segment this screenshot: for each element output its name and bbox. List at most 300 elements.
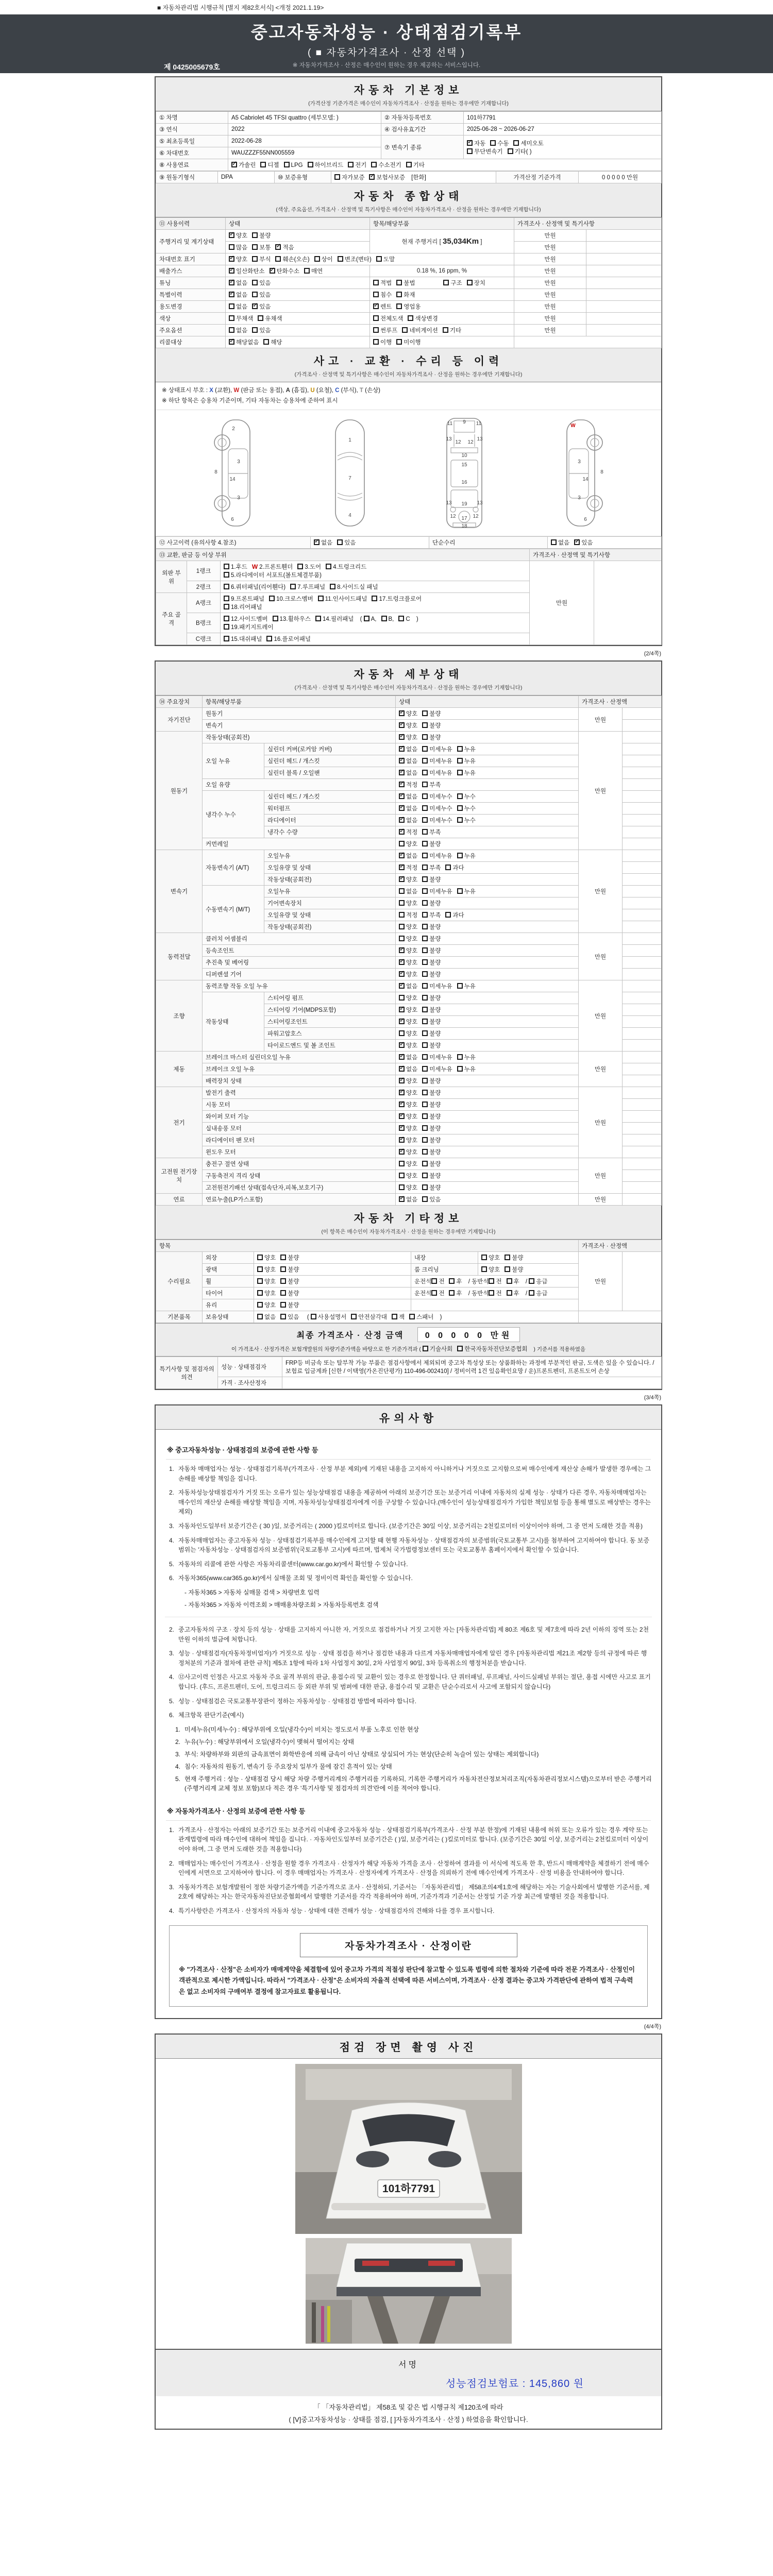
checkbox-사용설명서[interactable]	[311, 1314, 316, 1319]
checkbox-응급[interactable]	[529, 1290, 534, 1296]
checkbox-불량[interactable]	[280, 1290, 286, 1296]
checkbox-양호[interactable]	[399, 971, 405, 977]
checkbox-불량[interactable]	[505, 1255, 510, 1260]
checkbox-양호[interactable]	[399, 1149, 405, 1155]
checkbox-이행[interactable]	[373, 339, 379, 345]
checkbox-양호[interactable]	[399, 1042, 405, 1048]
checkbox-후[interactable]	[507, 1278, 512, 1284]
checkbox-변조(변타)[interactable]	[338, 256, 343, 262]
form-regulation-note: ■ 자동차관리법 시행규칙 [별지 제82호서식] <개정 2021.1.19>	[157, 4, 324, 11]
checkbox-적정[interactable]	[399, 829, 405, 835]
checkbox-불량[interactable]	[422, 971, 428, 977]
checkbox-불량[interactable]	[422, 722, 428, 728]
checkbox-17.트렁크플로어[interactable]	[372, 596, 377, 601]
checkbox-불량[interactable]	[422, 734, 428, 740]
checkbox-무단변속기[interactable]	[467, 148, 473, 154]
option-label: 유채색	[265, 316, 282, 322]
checkbox-침수[interactable]	[373, 292, 379, 297]
checkbox-없음[interactable]	[399, 817, 405, 823]
option-label: 없음	[406, 806, 418, 812]
checkbox-전[interactable]	[489, 1278, 494, 1284]
checkbox-부족[interactable]	[422, 829, 428, 835]
diagram-panel-number-8: 8	[600, 469, 603, 476]
checkbox-12.사이드멤버[interactable]	[224, 616, 229, 621]
checkbox-없음[interactable]	[399, 1054, 405, 1060]
checkbox-불량[interactable]	[422, 1149, 428, 1155]
checkbox-불량[interactable]	[422, 995, 428, 1001]
checkbox-없음[interactable]	[399, 853, 405, 858]
table-cell: 타이로드엔드 및 볼 조인트	[264, 1040, 396, 1052]
table-cell	[396, 1099, 579, 1111]
option-label: 전	[496, 1291, 502, 1297]
checkbox-없음[interactable]	[399, 758, 405, 764]
checkbox-4.트렁크리드[interactable]	[326, 564, 331, 569]
notice-item	[165, 1859, 652, 1878]
option-LPG	[284, 162, 303, 168]
checkbox-수동[interactable]	[490, 140, 496, 146]
checkbox-불량[interactable]	[422, 876, 428, 882]
checkbox-잭[interactable]	[392, 1314, 397, 1319]
option-불량	[422, 1006, 441, 1014]
checkbox-있음[interactable]	[252, 292, 258, 297]
checkbox-자가보증[interactable]	[334, 174, 340, 180]
option-label: 양호	[406, 1161, 418, 1168]
checkbox-자동[interactable]	[467, 140, 473, 146]
checkbox-기타[interactable]	[406, 162, 412, 167]
checkbox-구조[interactable]	[443, 280, 449, 285]
checkbox-양호[interactable]	[399, 1173, 405, 1178]
checkbox-네비게이션[interactable]	[402, 327, 408, 333]
option-양호	[399, 1124, 417, 1132]
table-cell: 연료	[156, 1194, 203, 1206]
checkbox-불량[interactable]	[422, 1078, 428, 1083]
table-cell: ④ 검사유효기간	[381, 124, 464, 135]
option-양호	[257, 1289, 276, 1297]
checkbox-양호[interactable]	[399, 1184, 405, 1190]
option-label: 양호	[406, 1031, 418, 1038]
option-18.리어패널	[224, 603, 262, 611]
checkbox-1.후드[interactable]	[224, 564, 229, 569]
checkbox-LPG[interactable]	[284, 162, 290, 167]
checkbox-18.리어패널[interactable]	[224, 604, 229, 609]
option-label: 전기	[355, 162, 367, 168]
checkbox-C[interactable]	[398, 616, 404, 621]
option-불량	[422, 1089, 441, 1097]
checkbox-없음[interactable]	[399, 1066, 405, 1072]
checkbox-없음[interactable]	[314, 539, 320, 545]
checkbox-장치[interactable]	[467, 280, 473, 285]
notice-subitem	[172, 1750, 652, 1759]
option-응급	[529, 1289, 547, 1297]
table-cell	[226, 265, 370, 277]
table-cell: 만원	[530, 561, 594, 645]
table-cell	[623, 862, 662, 874]
checkbox-누유[interactable]	[457, 1066, 463, 1072]
checkbox-15.대쉬패널[interactable]	[224, 636, 229, 641]
option-양호	[399, 709, 417, 718]
checkbox-부족[interactable]	[422, 865, 428, 870]
checkbox-5.라디에이터 서포트(볼트체결부품)[interactable]	[224, 572, 229, 578]
checkbox-8.사이드실 패널[interactable]	[330, 584, 335, 589]
checkbox-미세누수[interactable]	[422, 817, 428, 823]
checkbox-매연[interactable]	[304, 268, 310, 274]
checkbox-없음[interactable]	[399, 1196, 405, 1202]
checkbox-양호[interactable]	[229, 232, 234, 238]
checkbox-9.프론트패널[interactable]	[224, 596, 229, 601]
table-row	[156, 1052, 662, 1063]
checkbox-미세누유[interactable]	[422, 758, 428, 764]
checkbox-불량[interactable]	[422, 710, 428, 716]
checkbox-탄화수소[interactable]	[270, 268, 275, 274]
option-label: 양호	[406, 972, 418, 978]
accident-history-table	[156, 536, 662, 549]
option-변조(변타)	[338, 255, 372, 263]
checkbox-불량[interactable]	[422, 1173, 428, 1178]
checkbox-7.루프패널[interactable]	[290, 584, 296, 589]
checkbox-없음[interactable]	[229, 292, 234, 297]
checkbox-양호[interactable]	[399, 1161, 405, 1166]
checkbox-누유[interactable]	[457, 853, 463, 858]
checkbox-양호[interactable]	[399, 1125, 405, 1131]
document-subtitle: ( ■ 자동차가격조사 · 산정 선택 )	[307, 47, 466, 58]
table-cell: ③ 연식	[156, 124, 228, 135]
item-text: ⑫사고이력 인정은 사고로 자동차 주요 골격 부위의 판금, 용접수리 및 교환이 있는 경우로 한정합니다. 단 쿼터패널, 루프패널, 사이드실패널 부위는 절단, 용접 시에만 사고로 표기합니다. (후드, 프론트펜더, 도어, 트렁크리드 등 외판 부위 및 범퍼에 대한 판금, 용접수리 및 교환은 단순수리로서 사고에 포함되지 않습니다)	[178, 1673, 651, 1690]
checkbox-A,[interactable]	[364, 616, 369, 621]
checkbox-많음[interactable]	[229, 244, 234, 250]
checkbox-있음[interactable]	[252, 303, 258, 309]
checkbox-13.휠하우스[interactable]	[273, 616, 278, 621]
checkbox-누유[interactable]	[457, 758, 463, 764]
option-label: 13.휠하우스	[279, 616, 311, 623]
checkbox-누유[interactable]	[457, 1054, 463, 1060]
option-양호	[399, 733, 417, 741]
option-label: 14.필러패널	[322, 616, 354, 623]
checkbox-누유[interactable]	[457, 888, 463, 894]
table-cell	[370, 230, 514, 253]
checkbox-B,[interactable]	[381, 616, 387, 621]
notice-list-2	[165, 1617, 652, 1793]
table-cell: 변속기	[203, 720, 396, 732]
checkbox-썬루프[interactable]	[373, 327, 379, 333]
checkbox-훼손(오손)[interactable]	[275, 256, 281, 262]
checkbox-누수[interactable]	[457, 805, 463, 811]
checkbox-불법[interactable]	[396, 280, 402, 285]
checkbox-과다[interactable]	[445, 912, 451, 918]
checkbox-불량[interactable]	[252, 232, 258, 238]
checkbox-양호[interactable]	[481, 1266, 487, 1272]
checkbox-도말[interactable]	[376, 256, 382, 262]
checkbox-3.도어[interactable]	[297, 564, 303, 569]
option-label: 불량	[429, 1007, 441, 1014]
checkbox-보험사보증[interactable]	[369, 174, 375, 180]
checkbox-양호[interactable]	[229, 256, 234, 262]
checkbox-미세누유[interactable]	[422, 746, 428, 752]
checkbox-불량[interactable]	[422, 1042, 428, 1048]
checkbox-없음[interactable]	[399, 888, 405, 894]
checkbox-없음[interactable]	[399, 805, 405, 811]
checkbox-양호[interactable]	[257, 1266, 263, 1272]
option-label: 불량	[429, 1078, 441, 1085]
checkbox-양호[interactable]	[257, 1278, 263, 1284]
checkbox-양호[interactable]	[399, 1007, 405, 1012]
checkbox-14.필러패널[interactable]	[315, 616, 321, 621]
confirmation-line-2: ( [V]중고자동차성능 · 상태를 점검, [ ]자동차가격조사 · 산정 ) 하였음을 확인합니다.	[289, 2415, 528, 2424]
checkbox-없음[interactable]	[257, 1314, 263, 1319]
checkbox-보통[interactable]	[252, 244, 258, 250]
checkbox-불량[interactable]	[422, 924, 428, 929]
checkbox-불량[interactable]	[422, 1184, 428, 1190]
checkbox-있음[interactable]	[280, 1314, 286, 1319]
option-label: 기타( )	[514, 148, 532, 155]
item-number: 2.	[169, 1859, 174, 1867]
checkbox-무채색[interactable]	[229, 315, 234, 321]
checkbox-기타[interactable]	[443, 327, 448, 333]
checkbox-양호[interactable]	[257, 1302, 263, 1308]
checkbox-불량[interactable]	[422, 1113, 428, 1119]
checkbox-양호[interactable]	[399, 959, 405, 965]
option-label: 해당	[271, 340, 282, 346]
table-cell: 외판 부위	[156, 561, 187, 593]
checkbox-상이[interactable]	[314, 256, 320, 262]
checkbox-불량[interactable]	[422, 841, 428, 846]
checkbox-불량[interactable]	[422, 1125, 428, 1131]
checkbox-디젤[interactable]	[260, 162, 266, 167]
checkbox-적정[interactable]	[399, 782, 405, 787]
checkbox-미세누유[interactable]	[422, 1054, 428, 1060]
table-cell: 변속기	[156, 850, 203, 933]
checkbox-전[interactable]	[489, 1290, 494, 1296]
option-미세누유	[422, 887, 452, 895]
checkbox-기타( )[interactable]	[508, 148, 513, 154]
diagram-damage-mark-W: W	[570, 423, 576, 429]
table-cell: 디퍼렌셜 기어	[203, 969, 396, 980]
checkbox-16.플로어패널[interactable]	[266, 636, 272, 641]
checkbox-불량[interactable]	[422, 947, 428, 953]
checkbox-누유[interactable]	[457, 746, 463, 752]
checkbox-양호[interactable]	[399, 1137, 405, 1143]
table-cell	[226, 313, 370, 325]
subitem-number	[172, 1588, 180, 1597]
option-label: 양호	[406, 936, 418, 943]
subitem-number: 2.	[175, 1738, 180, 1745]
text: 35,034Km	[442, 237, 479, 246]
checkbox-있음[interactable]	[252, 327, 258, 333]
option-label: 후	[456, 1291, 462, 1297]
checkbox-양호[interactable]	[399, 1019, 405, 1024]
table-cell	[586, 277, 662, 289]
checkbox-미세누유[interactable]	[422, 770, 428, 775]
checkbox-수소전기[interactable]	[371, 162, 377, 167]
checkbox-후[interactable]	[507, 1290, 512, 1296]
table-cell: ① 차명	[156, 112, 228, 124]
checkbox-영업용[interactable]	[396, 303, 402, 309]
checkbox-양호[interactable]	[399, 1078, 405, 1083]
checkbox-미세누유[interactable]	[422, 888, 428, 894]
checkbox-미이행[interactable]	[396, 339, 402, 345]
checkbox-일산화탄소[interactable]	[229, 268, 234, 274]
checkbox-없음[interactable]	[551, 539, 557, 545]
option-label: 없음	[236, 328, 248, 334]
checkbox-불량[interactable]	[280, 1255, 286, 1260]
checkbox-양호[interactable]	[399, 900, 405, 906]
table-cell	[623, 720, 662, 732]
checkbox-후[interactable]	[449, 1290, 455, 1296]
option-없음	[399, 1195, 417, 1204]
checkbox-후[interactable]	[449, 1278, 455, 1284]
checkbox-양호[interactable]	[399, 1101, 405, 1107]
checkbox-불량[interactable]	[505, 1266, 510, 1272]
option-침수	[373, 291, 392, 299]
item-number: 4.	[169, 1536, 174, 1544]
option-양호	[399, 1089, 417, 1097]
checkbox-없음[interactable]	[229, 303, 234, 309]
checkbox-없음[interactable]	[399, 793, 405, 799]
checkbox-해당없음[interactable]	[229, 339, 234, 345]
checkbox-양호[interactable]	[399, 924, 405, 929]
checkbox-미세누수[interactable]	[422, 793, 428, 799]
checkbox-6.쿼터패널(리어휀다)[interactable]	[224, 584, 229, 589]
table-cell: 만원	[514, 230, 586, 242]
checkbox-양호[interactable]	[399, 936, 405, 941]
option-label: 양호	[264, 1291, 276, 1297]
checkbox-안전삼각대[interactable]	[351, 1314, 357, 1319]
checkbox-응급[interactable]	[529, 1278, 534, 1284]
checkbox-색상변경[interactable]	[408, 315, 413, 321]
checkbox-가솔린[interactable]	[231, 162, 237, 167]
checkbox-불량[interactable]	[422, 1090, 428, 1095]
checkbox-미세누유[interactable]	[422, 853, 428, 858]
checkbox-스패너[interactable]	[409, 1314, 415, 1319]
text: 이 가격조사 · 산정가격은 보험개발원의 차량기준가액을 바탕으로 한 기준가격과 (	[231, 1346, 423, 1353]
table-cell	[396, 1052, 579, 1063]
checkbox-불량[interactable]	[280, 1278, 286, 1284]
checkbox-불량[interactable]	[422, 1007, 428, 1012]
checkbox-과다[interactable]	[445, 865, 451, 870]
checkbox-11.인사이드패널[interactable]	[318, 596, 324, 601]
table-cell	[254, 1276, 411, 1287]
checkbox-적법[interactable]	[373, 280, 379, 285]
option-11.인사이드패널	[318, 595, 367, 603]
checkbox-양호[interactable]	[399, 876, 405, 882]
checkbox-있음[interactable]	[337, 539, 343, 545]
checkbox-부족[interactable]	[422, 782, 428, 787]
checkbox-있음[interactable]	[574, 539, 580, 545]
option-label: 15.대쉬패널	[231, 636, 262, 643]
checkbox-없음[interactable]	[229, 327, 234, 333]
table-cell: 오일 누유	[203, 743, 264, 779]
table-cell	[396, 980, 579, 992]
option-양호	[399, 1018, 417, 1026]
option-양호	[399, 994, 417, 1002]
table-cell	[396, 791, 579, 803]
option-전	[489, 1289, 501, 1297]
option-영업용	[396, 302, 421, 311]
checkbox-해당[interactable]	[263, 339, 269, 345]
checkbox-적정[interactable]	[399, 912, 405, 918]
checkbox-미세누유[interactable]	[422, 983, 428, 989]
table-cell	[623, 897, 662, 909]
checkbox-미세누수[interactable]	[422, 805, 428, 811]
option-후	[449, 1289, 462, 1297]
option-누유	[457, 852, 476, 860]
checkbox-10.크로스멤버[interactable]	[269, 596, 275, 601]
checkbox-불량[interactable]	[422, 1101, 428, 1107]
checkbox-유채색[interactable]	[258, 315, 263, 321]
checkbox-양호[interactable]	[257, 1255, 263, 1260]
checkbox-세미오토[interactable]	[513, 140, 519, 146]
notice-item	[165, 1521, 652, 1531]
option-label: 있음	[344, 540, 356, 547]
checkbox-있음[interactable]	[252, 280, 258, 285]
checkbox-양호[interactable]	[399, 1113, 405, 1119]
section-notice-header	[156, 1405, 661, 1430]
checkbox-불량[interactable]	[422, 1030, 428, 1036]
option-후	[507, 1289, 519, 1297]
checkbox-적정[interactable]	[399, 865, 405, 870]
checkbox-누유[interactable]	[457, 770, 463, 775]
table-row	[156, 1240, 662, 1252]
checkbox-있음[interactable]	[422, 1196, 428, 1202]
checkbox-전[interactable]	[431, 1278, 437, 1284]
option-label: 불량	[288, 1291, 299, 1297]
checkbox-불량[interactable]	[422, 900, 428, 906]
checkbox-양호[interactable]	[481, 1255, 487, 1260]
checkbox-화재[interactable]	[396, 292, 402, 297]
checkbox-양호[interactable]	[257, 1290, 263, 1296]
checkbox-기술사회[interactable]	[423, 1346, 428, 1351]
checkbox-누유[interactable]	[457, 983, 463, 989]
checkbox-불량[interactable]	[422, 959, 428, 965]
checkbox-미세누유[interactable]	[422, 1066, 428, 1072]
checkbox-없음[interactable]	[399, 983, 405, 989]
option-응급	[529, 1277, 547, 1285]
checkbox-누수[interactable]	[457, 793, 463, 799]
checkbox-불량[interactable]	[422, 1019, 428, 1024]
checkbox-부족[interactable]	[422, 912, 428, 918]
checkbox-양호[interactable]	[399, 995, 405, 1001]
checkbox-양호[interactable]	[399, 947, 405, 953]
checkbox-전[interactable]	[431, 1290, 437, 1296]
checkbox-양호[interactable]	[399, 1030, 405, 1036]
option-적정	[399, 863, 417, 872]
checkbox-불량[interactable]	[280, 1266, 286, 1272]
checkbox-없음[interactable]	[399, 770, 405, 775]
checkbox-양호[interactable]	[399, 722, 405, 728]
checkbox-전기[interactable]	[348, 162, 354, 167]
checkbox-전체도색[interactable]	[373, 315, 379, 321]
checkbox-19.패키지트레이[interactable]	[224, 624, 229, 630]
checkbox-양호[interactable]	[399, 841, 405, 846]
checkbox-없음[interactable]	[229, 280, 234, 285]
checkbox-양호[interactable]	[399, 734, 405, 740]
checkbox-양호[interactable]	[399, 1090, 405, 1095]
checkbox-불량[interactable]	[422, 1137, 428, 1143]
checkbox-적음[interactable]	[275, 244, 281, 250]
checkbox-한국자동차진단보증협회[interactable]	[457, 1346, 463, 1351]
checkbox-불량[interactable]	[280, 1302, 286, 1308]
checkbox-렌트[interactable]	[373, 303, 379, 309]
checkbox-없음[interactable]	[399, 746, 405, 752]
checkbox-누수[interactable]	[457, 817, 463, 823]
checkbox-부식[interactable]	[252, 256, 258, 262]
checkbox-불량[interactable]	[422, 936, 428, 941]
option-B,	[381, 616, 394, 622]
checkbox-불량[interactable]	[422, 1161, 428, 1166]
table-cell	[226, 242, 370, 253]
checkbox-하이브리드[interactable]	[308, 162, 313, 167]
option-label: 없음	[236, 292, 248, 298]
checkbox-양호[interactable]	[399, 710, 405, 716]
